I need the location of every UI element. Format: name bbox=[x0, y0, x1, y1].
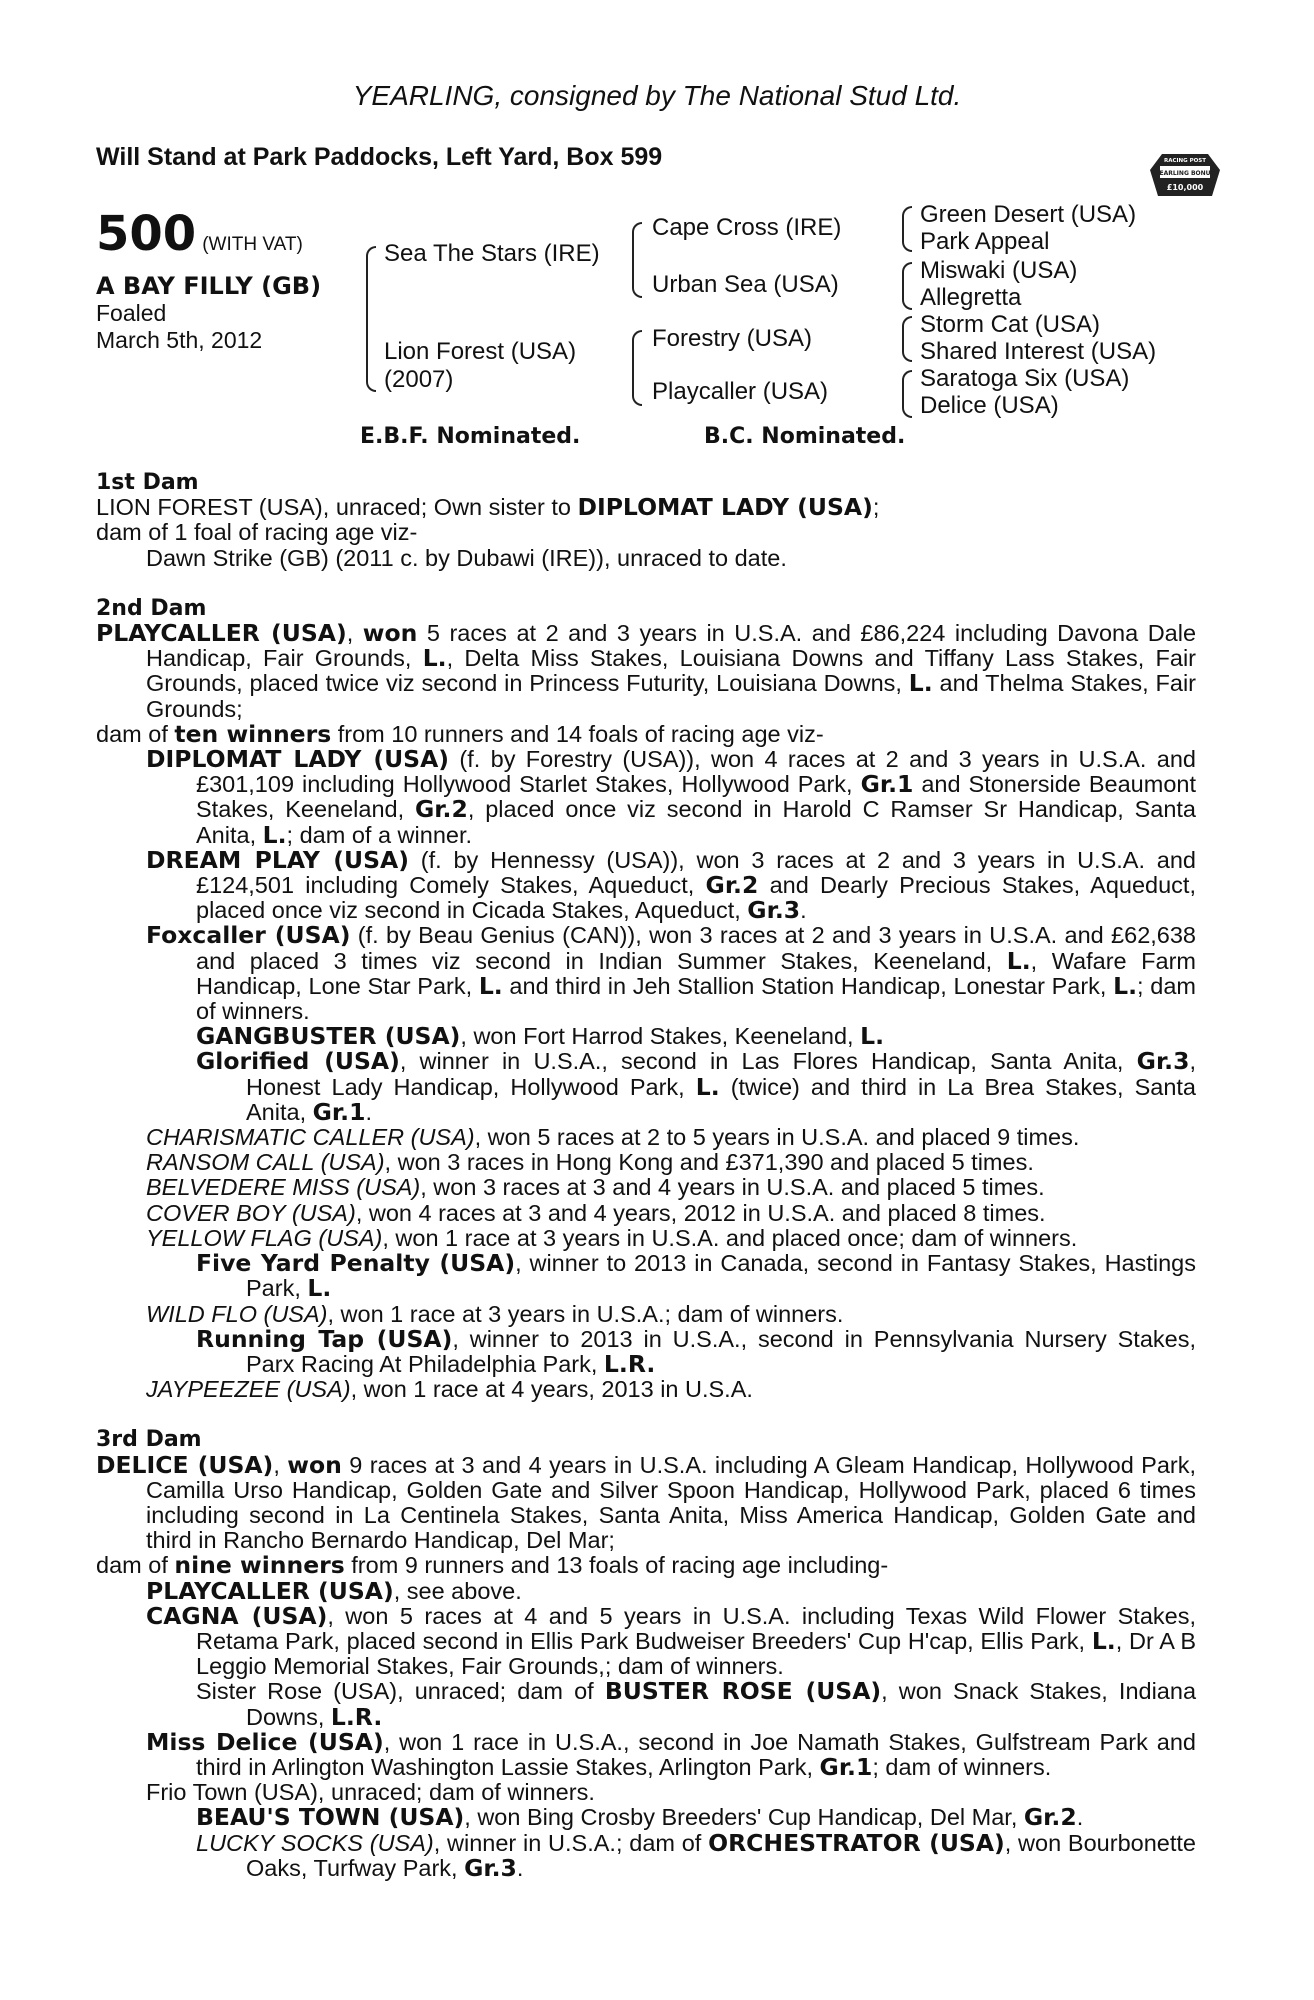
text: ; dam of winners. bbox=[196, 972, 1196, 1025]
horse-name: BUSTER ROSE (USA) bbox=[604, 1677, 882, 1706]
sire-parents-bracket bbox=[632, 222, 642, 298]
text: . bbox=[1076, 1804, 1084, 1831]
horse-name: WILD FLO (USA) bbox=[146, 1300, 328, 1327]
horse-name: PLAYCALLER (USA) bbox=[146, 1576, 394, 1605]
dam-line-1: Lion Forest (USA) bbox=[384, 338, 577, 365]
text: . bbox=[365, 1098, 372, 1125]
race-grade: Gr.2 bbox=[705, 871, 759, 900]
horse-name: Running Tap (USA) bbox=[196, 1324, 453, 1353]
race-grade: Gr.3 bbox=[1136, 1047, 1190, 1076]
text: nine winners bbox=[174, 1551, 345, 1580]
produce-entry bbox=[96, 1125, 1196, 1150]
race-grade: L.R. bbox=[603, 1349, 656, 1378]
text: , won 5 races at 4 and 5 years in U.S.A. including Texas Wild Flower Stakes, Retama Park, placed second in Ellis Park Budweiser Breeders' Cup H'cap, Ellis Park, bbox=[196, 1602, 1196, 1654]
text: LION FOREST (USA), unraced; Own sister to bbox=[96, 494, 578, 521]
sd-bracket bbox=[902, 262, 912, 310]
produce-entry bbox=[96, 1201, 1196, 1226]
third-dam-produce-summary bbox=[96, 1553, 1196, 1578]
produce-entry bbox=[96, 1049, 1196, 1125]
text: , won 5 races at 2 to 5 years in U.S.A. and placed 9 times. bbox=[474, 1124, 1080, 1151]
text: , Dr A B Leggio Memorial Stakes, Fair Grounds,; dam of winners. bbox=[196, 1627, 1197, 1680]
second-dam-produce-summary bbox=[96, 719, 1196, 748]
lot-name: A BAY FILLY (GB) bbox=[96, 272, 322, 300]
second-dam-record bbox=[96, 621, 1196, 722]
horse-name: Five Yard Penalty (USA) bbox=[196, 1249, 516, 1278]
produce-entry bbox=[96, 1150, 1196, 1175]
ggp-1: Green Desert (USA) bbox=[920, 201, 1137, 228]
horse-name: DIPLOMAT LADY (USA) bbox=[146, 745, 450, 774]
produce-entry bbox=[96, 1302, 1196, 1327]
ggp-2: Park Appeal bbox=[920, 228, 1050, 255]
text: (twice) and third in La Brea Stakes, Santa Anita, bbox=[246, 1073, 1196, 1125]
badge-bottom-text: £10,000 bbox=[1166, 183, 1204, 192]
text: 5 races at 2 and 3 years in U.S.A. and £86,224 including Davona Dale Handicap, Fair Grounds, bbox=[146, 620, 1197, 672]
first-dam-produce: Dawn Strike (GB) (2011 c. by Dubawi (IRE)), unraced to date. bbox=[146, 544, 787, 571]
ggp-4: Allegretta bbox=[920, 284, 1022, 311]
first-dam-line-2: dam of 1 foal of racing age viz- bbox=[96, 519, 418, 546]
text: , won 1 race at 3 years in U.S.A. and placed once; dam of winners. bbox=[382, 1224, 1078, 1251]
dam-line-2: (2007) bbox=[384, 366, 454, 393]
text: , won 1 race at 3 years in U.S.A.; dam of winners. bbox=[327, 1300, 844, 1327]
text: , bbox=[273, 1451, 288, 1478]
text: Sister Rose (USA), unraced; dam of bbox=[196, 1678, 605, 1705]
text: dam of bbox=[96, 720, 175, 747]
ss-bracket bbox=[902, 206, 912, 252]
text: ; dam of a winner. bbox=[286, 821, 473, 848]
text: , won 4 races at 3 and 4 years, 2012 in U.S.A. and placed 8 times. bbox=[355, 1199, 1046, 1226]
produce-entry bbox=[96, 1805, 1196, 1830]
text: and Thelma Stakes, Fair Grounds; bbox=[146, 670, 1197, 722]
text: ; dam of winners. bbox=[872, 1753, 1052, 1780]
dd-bracket bbox=[902, 370, 912, 418]
race-grade: Gr.1 bbox=[860, 770, 914, 799]
race-grade: Gr.1 bbox=[819, 1752, 873, 1781]
horse-name: YELLOW FLAG (USA) bbox=[146, 1224, 383, 1251]
horse-name: RANSOM CALL (USA) bbox=[146, 1149, 385, 1176]
text: and Stonerside Beaumont Stakes, Keeneland, bbox=[196, 771, 1196, 823]
race-grade: L. bbox=[478, 971, 503, 1000]
race-grade: L. bbox=[1113, 971, 1138, 1000]
race-grade: L. bbox=[695, 1072, 720, 1101]
race-grade: L. bbox=[1091, 1626, 1116, 1655]
produce-entry bbox=[96, 1251, 1196, 1301]
horse-name: DELICE (USA) bbox=[96, 1450, 274, 1479]
produce-entry bbox=[96, 1727, 1196, 1781]
race-grade: Gr.2 bbox=[1023, 1803, 1077, 1832]
sire-dam: Urban Sea (USA) bbox=[652, 271, 839, 298]
text: , winner to 2013 in U.S.A., second in Pennsylvania Nursery Stakes, Parx Racing At Philadelphia Park, bbox=[246, 1325, 1196, 1377]
lot-number: 500 bbox=[96, 206, 197, 262]
third-dam-record bbox=[96, 1450, 1197, 1554]
text: , won 1 race at 4 years, 2013 in U.S.A. bbox=[350, 1376, 753, 1403]
text: , won Bourbonette Oaks, Turfway Park, bbox=[246, 1829, 1196, 1881]
foaled-date: March 5th, 2012 bbox=[96, 327, 263, 353]
text: from 9 runners and 13 foals of racing age including- bbox=[344, 1552, 889, 1579]
horse-name: BEAU'S TOWN (USA) bbox=[196, 1803, 465, 1832]
text: (f. by Hennessy (USA)), won 3 races at 2 and 3 years in U.S.A. and £124,501 including Comely Stakes, Aqueduct, bbox=[196, 846, 1196, 899]
race-grade: Gr.2 bbox=[415, 795, 468, 824]
produce-entry bbox=[96, 1601, 1197, 1680]
racing-post-bonus-badge-icon bbox=[1146, 148, 1224, 202]
text: , won 3 races in Hong Kong and £371,390 and placed 5 times. bbox=[384, 1149, 1034, 1176]
text: , won Snack Stakes, Indiana Downs, bbox=[246, 1678, 1197, 1730]
horse-name: Miss Delice (USA) bbox=[146, 1727, 384, 1756]
text: won bbox=[287, 1450, 342, 1479]
horse-name: DREAM PLAY (USA) bbox=[146, 845, 409, 874]
horse-name: LUCKY SOCKS (USA) bbox=[196, 1829, 434, 1856]
text: (f. by Beau Genius (CAN)), won 3 races at 2 and 3 years in U.S.A. and £62,638 and placed 3 times viz second in Indian Summer Stakes, Keeneland, bbox=[196, 922, 1196, 974]
foaled-label: Foaled bbox=[96, 300, 167, 326]
produce-entry bbox=[96, 1576, 1196, 1605]
text: , placed once viz second in Harold C Ramser Sr Handicap, Santa Anita, bbox=[196, 796, 1197, 848]
text: , winner to 2013 in Canada, second in Fantasy Stakes, Hastings Park, bbox=[246, 1250, 1196, 1302]
produce-entry bbox=[96, 1226, 1196, 1251]
ggp-3: Miswaki (USA) bbox=[920, 257, 1078, 284]
produce-entry bbox=[96, 923, 1196, 1024]
horse-name: JAYPEEZEE (USA) bbox=[146, 1376, 351, 1403]
text: , Wafare Farm Handicap, Lone Star Park, bbox=[196, 947, 1196, 999]
text: , winner in U.S.A., second in Las Flores Handicap, Santa Anita, bbox=[399, 1048, 1137, 1075]
race-grade: L. bbox=[307, 1274, 332, 1303]
produce-entry: Frio Town (USA), unraced; dam of winners. bbox=[146, 1779, 595, 1806]
race-grade: L. bbox=[1006, 946, 1031, 975]
dam-parents-bracket bbox=[632, 330, 642, 406]
text: , see above. bbox=[393, 1577, 522, 1604]
dam-dam: Playcaller (USA) bbox=[652, 378, 829, 405]
produce-entry bbox=[96, 1324, 1196, 1378]
badge-top-text: RACING POST bbox=[1163, 158, 1207, 164]
second-dam-heading: 2nd Dam bbox=[96, 595, 207, 621]
third-dam-heading: 3rd Dam bbox=[96, 1427, 202, 1453]
text: , won Bing Crosby Breeders' Cup Handicap, Del Mar, bbox=[464, 1804, 1024, 1831]
stand-location: Will Stand at Park Paddocks, Left Yard, Box 599 bbox=[96, 143, 663, 171]
sire-sire: Cape Cross (IRE) bbox=[652, 214, 842, 241]
horse-name: COVER BOY (USA) bbox=[146, 1199, 356, 1226]
produce-entry bbox=[96, 1024, 1196, 1049]
race-grade: L. bbox=[262, 820, 287, 849]
ggp-6: Shared Interest (USA) bbox=[920, 338, 1157, 365]
badge-middle-text: YEARLING BONUS bbox=[1155, 170, 1215, 177]
race-grade: L.R. bbox=[330, 1702, 383, 1731]
text: , bbox=[346, 620, 363, 647]
first-dam-line-1 bbox=[96, 495, 1196, 520]
horse-name: PLAYCALLER (USA) bbox=[96, 619, 347, 648]
catalogue-body bbox=[96, 470, 1196, 1881]
horse-name: BELVEDERE MISS (USA) bbox=[146, 1174, 421, 1201]
horse-name: CAGNA (USA) bbox=[146, 1601, 328, 1630]
text: , Delta Miss Stakes, Louisiana Downs and Tiffany Lass Stakes, Fair Grounds, placed twice viz second in Princess Futurity, Louisiana Downs, bbox=[146, 645, 1197, 697]
text: ten winners bbox=[174, 719, 332, 748]
lot-header bbox=[96, 206, 303, 262]
horse-name: GANGBUSTER (USA) bbox=[196, 1022, 461, 1051]
text: 9 races at 3 and 4 years in U.S.A. including A Gleam Handicap, Hollywood Park, Camilla Urso Handicap, Golden Gate and Silver Spoon Handicap, Hollywood Park, placed 6 times including second in La Centinela Stakes, Santa Anita, Miss America Handicap, Golden Gate and third in Rancho Bernardo Handicap, Del Mar; bbox=[146, 1451, 1197, 1554]
race-grade: L. bbox=[422, 644, 447, 673]
text: ; bbox=[872, 494, 880, 521]
text: . bbox=[800, 897, 807, 924]
produce-entry bbox=[96, 1679, 1196, 1729]
horse-name: ORCHESTRATOR (USA) bbox=[708, 1828, 1005, 1857]
race-grade: L. bbox=[908, 669, 933, 698]
produce-entry bbox=[96, 1828, 1196, 1882]
sire: Sea The Stars (IRE) bbox=[384, 240, 600, 267]
sire-dam-bracket bbox=[366, 246, 376, 392]
race-grade: Gr.3 bbox=[747, 896, 801, 925]
race-grade: L. bbox=[860, 1022, 885, 1051]
text: and third in Jeh Stallion Station Handicap, Lonestar Park, bbox=[502, 972, 1114, 999]
text: , won Fort Harrod Stakes, Keeneland, bbox=[460, 1023, 861, 1050]
produce-entry bbox=[96, 747, 1196, 848]
horse-name: Glorified (USA) bbox=[196, 1047, 400, 1076]
text: (f. by Forestry (USA)), won 4 races at 2 and 3 years in U.S.A. and £301,109 including Hollywood Starlet Stakes, Hollywood Park, bbox=[196, 746, 1196, 798]
text: , Honest Lady Handicap, Hollywood Park, bbox=[246, 1048, 1196, 1100]
bc-nominated: B.C. Nominated. bbox=[704, 424, 906, 449]
text: and Dearly Precious Stakes, Aqueduct, placed once viz second in Cicada Stakes, Aqueduct, bbox=[196, 872, 1196, 924]
text: from 10 runners and 14 foals of racing age viz- bbox=[331, 720, 824, 747]
ggp-5: Storm Cat (USA) bbox=[920, 311, 1101, 338]
horse-name: DIPLOMAT LADY (USA) bbox=[577, 493, 873, 522]
horse-name: CHARISMATIC CALLER (USA) bbox=[146, 1124, 475, 1151]
produce-entry bbox=[96, 1175, 1196, 1200]
produce-entry bbox=[96, 1377, 1196, 1402]
page-title: YEARLING, consigned by The National Stud Ltd. bbox=[352, 80, 962, 111]
ebf-nominated: E.B.F. Nominated. bbox=[360, 424, 581, 449]
text: , winner in U.S.A.; dam of bbox=[433, 1829, 709, 1856]
race-grade: Gr.3 bbox=[464, 1853, 517, 1882]
first-dam-heading: 1st Dam bbox=[96, 470, 199, 495]
ds-bracket bbox=[902, 316, 912, 362]
text: , won 1 race in U.S.A., second in Joe Namath Stakes, Gulfstream Park and third in Arlington Washington Lassie Stakes, Arlington Park, bbox=[196, 1728, 1196, 1780]
ggp-7: Saratoga Six (USA) bbox=[920, 365, 1130, 392]
text: dam of bbox=[96, 1552, 175, 1579]
dam-sire: Forestry (USA) bbox=[652, 325, 813, 352]
text: won bbox=[362, 619, 418, 648]
text: , won 3 races at 3 and 4 years in U.S.A. and placed 5 times. bbox=[420, 1174, 1045, 1201]
horse-name: Foxcaller (USA) bbox=[146, 921, 351, 950]
text: . bbox=[516, 1854, 524, 1881]
ggp-8: Delice (USA) bbox=[920, 392, 1059, 419]
lot-vat: (WITH VAT) bbox=[202, 234, 303, 255]
race-grade: Gr.1 bbox=[312, 1097, 366, 1126]
produce-entry bbox=[96, 845, 1196, 925]
